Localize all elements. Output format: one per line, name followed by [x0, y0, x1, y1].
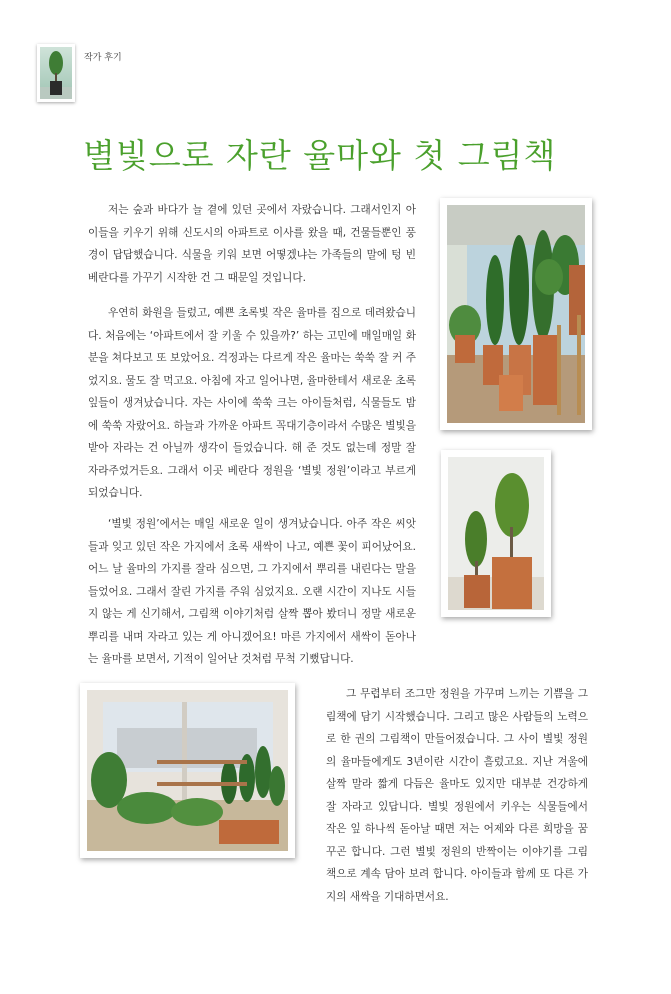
paragraph-1: [88, 199, 416, 289]
paragraph-2: [88, 302, 416, 505]
paragraph-3: [88, 513, 416, 671]
balcony-garden-photo: [440, 198, 592, 430]
paragraph-text: 그 무렵부터 조그만 정원을 가꾸며 느끼는 기쁨을 그림책에 담기 시작했습니다. 그리고 많은 사람들의 노력으로 한 권의 그림책이 만들어졌습니다. 그 사이 별빛 정원의 율마들에게도 3년이란 시간이 흘렀고요. 지난 겨울에 살짝 말라 짧게 다듬은 율마도 있지만 대부분 건강하게 잘 자라고 있답니다. 별빛 정원에서 키우는 식물들에서 작은 잎 하나씩 돋아날 때면 저는 어제와 다른 희망을 꿈꾸곤 합니다. 그런 별빛 정원의 반짝이는 이야기를 그림책으로 계속 담아 보려 합니다. 아이들과 함께 또 다른 가지의 새싹을 기대하면서요.: [326, 688, 588, 903]
potted-tree-icon: [40, 47, 72, 99]
paragraph-text: 저는 숲과 바다가 늘 곁에 있던 곳에서 자랐습니다. 그래서인지 아이들을 키우기 위해 신도시의 아파트로 이사를 왔을 때, 건물들뿐인 풍경이 답답했습니다. 식물을 키워 보면 어떻겠냐는 가족들의 말에 텅 빈 베란다를 가꾸기 시작한 건 그 때문일 것입니다.: [88, 204, 416, 284]
paragraph-text: ‘별빛 정원’에서는 매일 새로운 일이 생겨났습니다. 아주 작은 씨앗들과 잊고 있던 작은 가지에서 초록 새싹이 나고, 예쁜 꽃이 피어났어요. 어느 날 율마의 가지를 잘라 심으면, 그 가지에서 뿌리를 내린다는 말을 들었어요. 그래서 잘린 가지를 주워 심었지요. 오랜 시간이 지나도 시들지 않는 게 신기해서, 그림책 이야기처럼 살짝 뽑아 봤더니 정말 새로운 뿌리를 내며 자라고 있는 게 아니겠어요! 마른 가지에서 새싹이 돋아나는 율마를 보면서, 기적이 일어난 것처럼 무척 기뻤답니다.: [88, 518, 416, 665]
window-garden-photo: [80, 683, 295, 858]
header-thumbnail: [37, 44, 75, 102]
section-label: 작가 후기: [84, 53, 122, 63]
two-topiary-pots-photo: [441, 450, 551, 617]
page-title: 별빛으로 자란 율마와 첫 그림책: [83, 136, 557, 175]
paragraph-text: 우연히 화원을 들렀고, 예쁜 초록빛 작은 율마를 집으로 데려왔습니다. 처음에는 ‘아파트에서 잘 키울 수 있을까?’ 하는 고민에 매일매일 화분을 쳐다보고 또 보았어요. 걱정과는 다르게 작은 율마는 쑥쑥 잘 커 주었지요. 물도 잘 먹고요. 아침에 자고 일어나면, 율마한테서 새로운 초록 잎들이 생겨났습니다. 자는 사이에 쑥쑥 크는 아이들처럼, 식물들도 밤에 쑥쑥 자랐어요. 하늘과 가까운 아파트 꼭대기층이라서 수많은 별빛을 받아 자라는 건 아닐까 생각이 들었습니다. 해 준 것도 없는데 정말 잘 자라주었거든요. 그래서 이곳 베란다 정원을 ‘별빛 정원’이라고 부르게 되었습니다.: [88, 307, 416, 499]
paragraph-4: [326, 683, 588, 908]
